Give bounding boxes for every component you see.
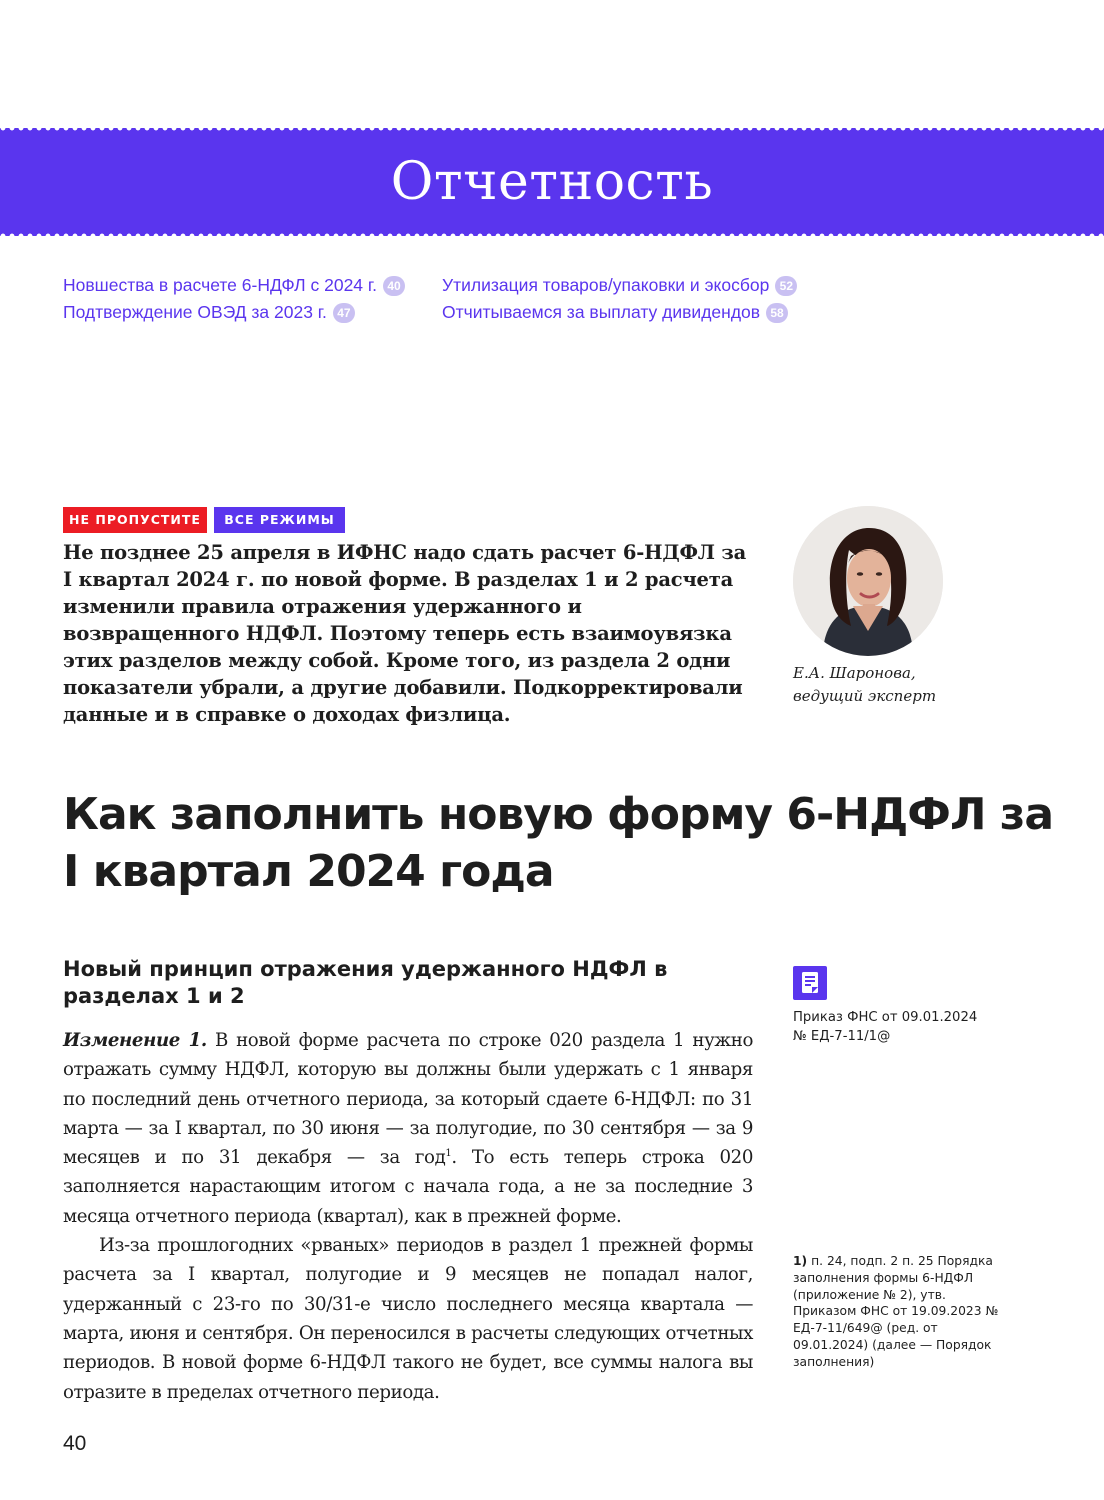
footnote-text: п. 24, подп. 2 п. 25 Порядка заполнения формы 6-НДФЛ (приложение № 2), утв. Приказом ФНС от 19.09.2023 № ЕД-7-11/649@ (ред. от 09.01.2024) (далее — Порядок заполнения) bbox=[793, 1254, 999, 1369]
toc-page-badge: 47 bbox=[333, 303, 355, 323]
paragraph-text: . То есть теперь строка 020 заполняется нарастающим итогом с начала года, а не за последние 3 месяца отчетного периода (квартал), как в прежней форме. bbox=[63, 1147, 754, 1227]
footnote-number: 1) bbox=[793, 1254, 808, 1268]
change-label: Изменение 1. bbox=[63, 1030, 207, 1051]
toc-page-badge: 40 bbox=[383, 276, 405, 296]
footnote-reference[interactable]: 1 bbox=[445, 1148, 452, 1160]
toc-link[interactable] bbox=[442, 299, 797, 326]
article-subheading: Новый принцип отражения удержанного НДФЛ в разделах 1 и 2 bbox=[63, 957, 668, 1008]
author-caption bbox=[793, 662, 936, 708]
paragraph-text: В новой форме расчета по строке 020 раздела 1 нужно отражать сумму НДФЛ, которую вы должны были удержать с 1 января по последний день отчетного периода, за который сдаете 6-НДФЛ: по 31 марта — за I квартал, по 30 июня — за полугодие, по 30 сентября — за 9 месяцев и по 31 декабря — за год bbox=[63, 1030, 753, 1169]
article-title: Как заполнить новую форму 6-НДФЛ за I квартал 2024 года bbox=[63, 789, 1054, 897]
order-reference-line: Приказ ФНС от 09.01.2024 bbox=[793, 1010, 978, 1025]
toc-link[interactable] bbox=[63, 299, 405, 326]
section-banner bbox=[0, 128, 1104, 236]
section-title: Отчетность bbox=[390, 152, 714, 212]
paragraph bbox=[63, 1026, 753, 1231]
toc-right-column bbox=[442, 272, 797, 326]
paragraph: Из-за прошлогодних «рваных» периодов в раздел 1 прежней формы расчета за I квартал, полугодие и 9 месяцев не попадал налог, удержанный с 23-го по 30/31-е число последнего месяца квартала — марта, июня и сентября. Он переносился в расчеты следующих отчетных периодов. В новой форме 6-НДФЛ такого не будет, все суммы налога вы отразите в пределах отчетного периода. bbox=[63, 1235, 753, 1403]
toc-link-label: Новшества в расчете 6-НДФЛ с 2024 г. bbox=[63, 275, 378, 295]
author-name: Е.А. Шаронова, bbox=[793, 664, 916, 682]
toc-page-badge: 52 bbox=[775, 276, 797, 296]
toc-link-label: Утилизация товаров/упаковки и экосбор bbox=[442, 275, 770, 295]
toc-link-label: Отчитываемся за выплату дивидендов bbox=[442, 302, 761, 322]
toc-left-column bbox=[63, 272, 405, 326]
page-number: 40 bbox=[63, 1432, 87, 1455]
footnote bbox=[793, 1253, 1013, 1371]
order-reference-line: № ЕД-7-11/1@ bbox=[793, 1029, 891, 1044]
author-photo bbox=[793, 506, 943, 656]
toc-link[interactable] bbox=[442, 272, 797, 299]
order-reference bbox=[793, 1008, 1013, 1046]
author-role: ведущий эксперт bbox=[793, 687, 937, 705]
document-icon bbox=[793, 966, 827, 1000]
article-body bbox=[63, 1026, 753, 1407]
lead-paragraph: Не позднее 25 апреля в ИФНС надо сдать расчет 6-НДФЛ за I квартал 2024 г. по новой форме. В разделах 1 и 2 расчета изменили правила отражения удержанного и возвращенного НДФЛ. Поэтому теперь есть взаимоувязка этих разделов между собой. Кроме того, из раздела 2 одни показатели убрали, а другие добавили. Подкорректировали данные и в справке о доходах физлица. bbox=[63, 541, 747, 726]
author-portrait-icon bbox=[793, 506, 943, 656]
toc-link[interactable] bbox=[63, 272, 405, 299]
toc-link-label: Подтверждение ОВЭД за 2023 г. bbox=[63, 302, 327, 322]
toc-page-badge: 58 bbox=[766, 303, 788, 323]
tag-dont-miss: НЕ ПРОПУСТИТЕ bbox=[63, 507, 207, 533]
tag-all-regimes: ВСЕ РЕЖИМЫ bbox=[214, 507, 345, 533]
